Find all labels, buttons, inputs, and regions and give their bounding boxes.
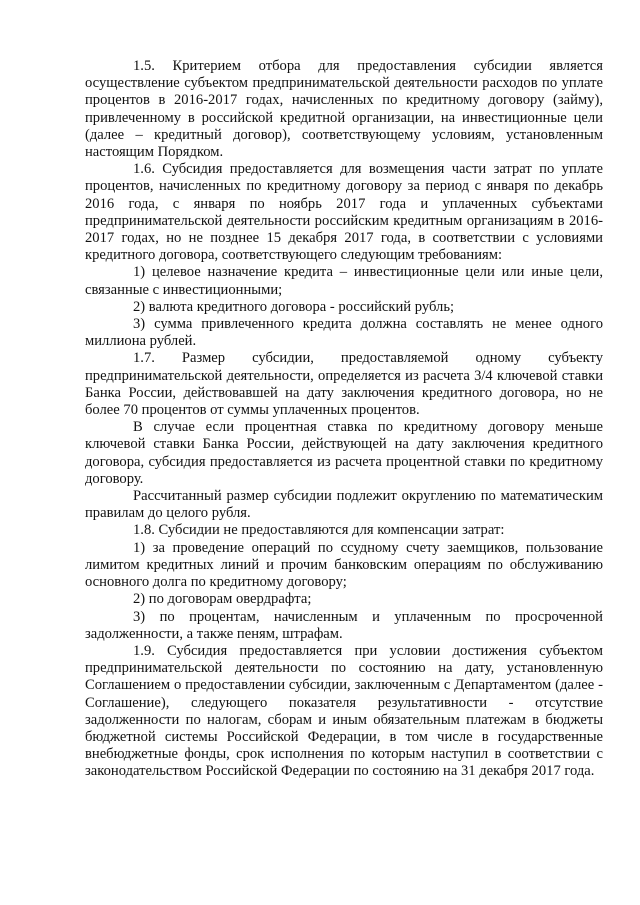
paragraph-1-8: 1.8. Субсидии не предоставляются для компенсации затрат: [133, 522, 505, 539]
paragraph-1-9: 1.9. Субсидия предоставляется при условии достижения субъектом предпринимательской деятельности по состоянию на дату, установленную Соглашением о предоставлении субсидии, заключенным с Департаментом (далее - Соглашение), следующего показателя результативности - отсутствие задолженности по налогам, сборам и иным обязательным платежам в бюджеты бюджетной системы Российской Федерации, в том числе в государственные внебюджетные фонды, срок исполнения по которым наступил в соответствии с законодательством Российской Федерации по состоянию на 31 декабря 2017 года. [85, 642, 603, 780]
exclusion-item-2: 2) по договорам овердрафта; [133, 591, 312, 608]
requirement-item-3: 3) сумма привлеченного кредита должна составлять не менее одного миллиона рублей. [85, 316, 603, 350]
exclusion-item-3: 3) по процентам, начисленным и уплаченным по просроченной задолженности, а также пеням, штрафам. [85, 608, 603, 642]
paragraph-1-7: 1.7. Размер субсидии, предоставляемой одному субъекту предпринимательской деятельности, определяется из расчета 3/4 ключевой ставки Банка России, действовавшей на дату заключения кредитного договора, но не более 70 процентов от суммы уплаченных процентов. [85, 350, 603, 419]
exclusion-item-1: 1) за проведение операций по ссудному счету заемщиков, пользование лимитом кредитных линий и прочим банковским операциям по обслуживанию основного долга по кредитному договору; [85, 539, 603, 591]
requirement-item-1: 1) целевое назначение кредита – инвестиционные цели или иные цели, связанные с инвестиционными; [85, 264, 603, 298]
requirement-item-2: 2) валюта кредитного договора - российский рубль; [133, 298, 455, 315]
paragraph-1-7-rate-case: В случае если процентная ставка по кредитному договору меньше ключевой ставки Банка России, действующей на дату заключения кредитного договора, субсидия предоставляется из расчета процентной ставки по кредитному договору. [85, 419, 603, 487]
document-page [85, 58, 603, 781]
paragraph-1-6: 1.6. Субсидия предоставляется для возмещения части затрат по уплате процентов, начисленных по кредитному договору за период с января по декабрь 2016 года, с января по ноябрь 2017 года и уплаченных субъектами предпринимательской деятельности российским кредитным организациям в 2016-2017 годах, но не позднее 15 декабря 2017 года, в соответствии с условиями кредитного договора, соответствующего следующим требованиям: [85, 161, 603, 264]
paragraph-1-5: 1.5. Критерием отбора для предоставления субсидии является осуществление субъектом предпринимательской деятельности расходов по уплате процентов в 2016-2017 годах, начисленных по кредитному договору (займу), привлеченному в российской кредитной организации, на инвестиционные цели (далее – кредитный договор), соответствующему условиям, установленным настоящим Порядком. [85, 58, 603, 161]
paragraph-1-7-rounding: Рассчитанный размер субсидии подлежит округлению по математическим правилам до целого рубля. [85, 488, 603, 522]
